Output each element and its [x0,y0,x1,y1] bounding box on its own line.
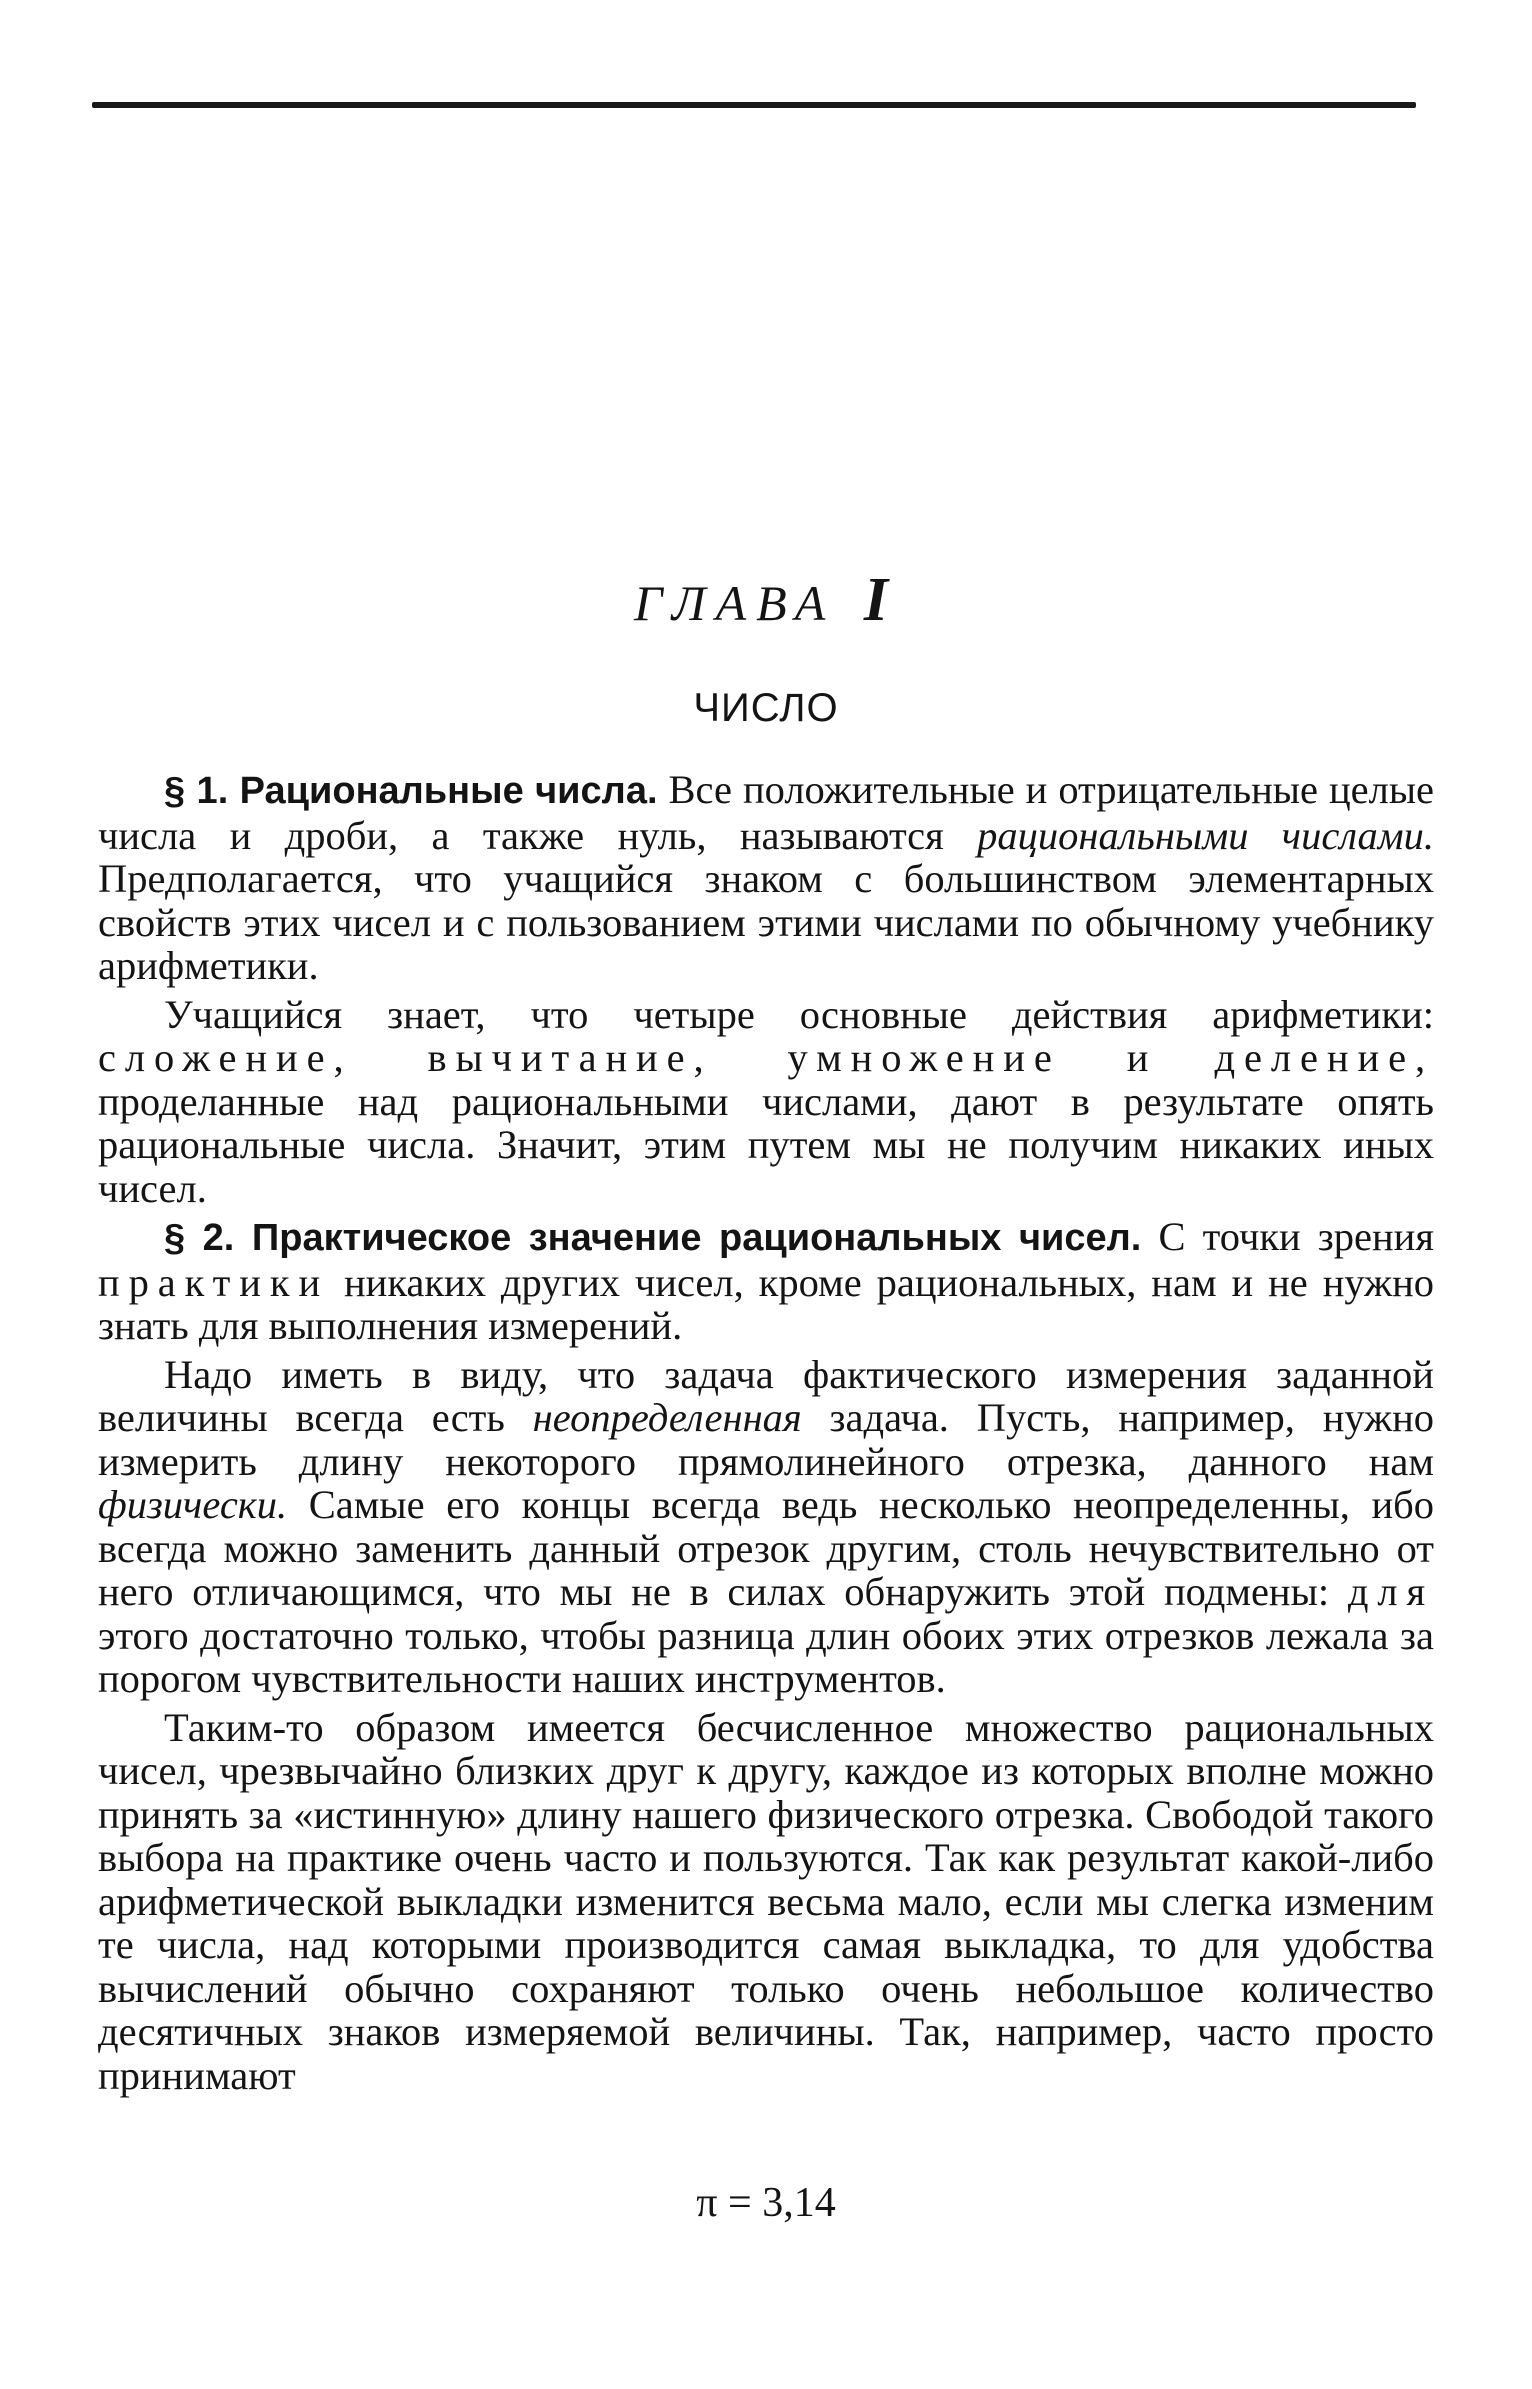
section-1-paragraph-1: § 1. Рациональные числа. Все положительные и отрицательные целые числа и дроби, а также нуль, называются рациональными числами. Предполагается, что учащийся знаком с большинством элементарных свойств этих чисел и с пользованием этими числами по обычному учебнику арифметики. [98,767,1435,988]
section-1-heading: § 1. Рациональные числа. [164,770,658,812]
chapter-word: ГЛАВА [633,575,836,631]
top-rule-divider [92,102,1416,108]
spaced-practice: практики [98,1259,330,1305]
spaced-division: деление, [1214,1035,1434,1080]
section-2-paragraph-2: Надо иметь в виду, что задача фактического измерения заданной величины всегда есть неопределенная задача. Пусть, например, нужно измерить длину некоторого прямолинейного отрезка, данного нам физически. Самые его концы всегда ведь несколько неопределенны, ибо всегда можно заменить данный отрезок другим, столь нечувствительно от него отличающимся, что мы не в силах обнаружить этой подмены: для этого достаточно только, чтобы разница длин обоих этих отрезков лежала за порогом чувствительности наших инструментов. [98,1351,1434,1701]
chapter-label [0,566,1532,634]
emphasis-rational-numbers: рациональными числами. [977,812,1434,858]
section-1-paragraph-2: Учащийся знает, что четыре основные действия арифметики: сложение, вычитание, умножение и деление, проделанные над рациональными числами, дают в результате опять рациональные числа. Значит, этим путем мы не получим никаких иных чисел. [98,991,1434,1211]
body-text [98,768,1434,2102]
chapter-number: I [863,566,898,634]
chapter-title: ЧИСЛО [693,686,839,730]
spaced-operations: сложение, вычитание, умножение [98,1035,1061,1080]
emphasis-physically: физически. [98,1482,288,1527]
section-2-heading: § 2. Практическое значение рациональных чисел. [164,1217,1142,1259]
spaced-for: для [1347,1569,1434,1614]
pi-formula: π = 3,14 [696,2180,836,2226]
emphasis-indefinite: неопределенная [532,1395,802,1440]
section-2-paragraph-3: Таким-то образом имеется бесчисленное множество рациональных чисел, чрезвычайно близких друг к другу, каждое из которых вполне можно принять за «истинную» длину нашего физического отрезка. Свободой такого выбора на практике очень часто и пользуются. Так как результат какой-либо арифметической выкладки изменится весьма мало, если мы слегка изменим те числа, над которыми производится самая выкладка, то для удобства вычислений обычно сохраняют только очень небольшое количество десятичных знаков измеряемой величины. Так, например, часто просто принимают [98,1704,1434,2098]
section-2-paragraph-1: § 2. Практическое значение рациональных чисел. С точки зрения практики никаких других чисел, кроме рациональных, нам и не нужно знать для выполнения измерений. [98,1214,1434,1348]
